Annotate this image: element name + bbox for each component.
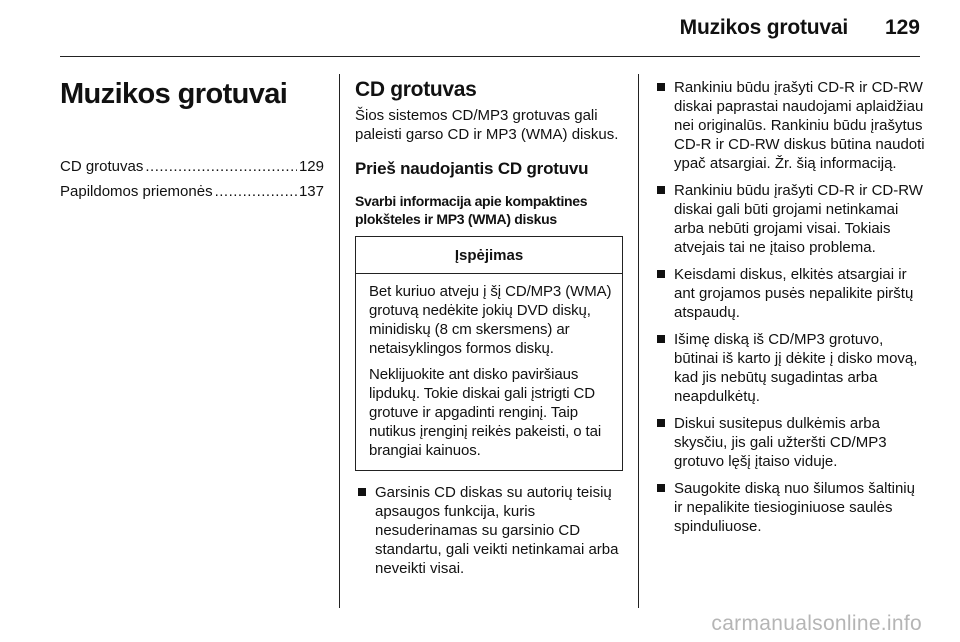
warning-body [356,274,622,470]
section-title: CD grotuvas [355,78,477,101]
toc-entry-page: 137 [298,183,324,200]
column-divider-1 [339,74,340,608]
important-note-heading: Svarbi informacija apie kompaktines plokšteles ir MP3 (WMA) diskus [355,193,588,227]
list-item-text: Garsinis CD diskas su autorių teisių apsaugos funkcija, kuris nesuderinamas su garsinio CD standartu, gali veikti netinkamai arba neveikti visai. [375,484,619,577]
square-bullet-icon [657,419,665,427]
toc-entry-page: 129 [298,158,324,175]
column-middle [355,78,623,586]
warning-paragraph: Bet kuriuo atveju į šį CD/MP3 (WMA) grotuvą nedėkite jokių DVD diskų, minidiskų (8 cm skersmens) ar netaisyklingos formos diskų. [369,283,612,357]
list-item-text: Saugokite diską nuo šilumos šaltinių ir nepalikite tiesioginiuose saulės spinduliuose. [674,480,915,535]
square-bullet-icon [657,186,665,194]
section-intro: Šios sistemos CD/MP3 grotuvas gali paleisti garso CD ir MP3 (WMA) diskus. [355,107,619,143]
list-item [654,479,926,536]
warning-box [355,236,623,471]
list-item [654,78,926,173]
toc-entry-papildomos-priemones[interactable] [60,179,324,204]
header-divider [60,56,920,57]
square-bullet-icon [657,270,665,278]
square-bullet-icon [657,484,665,492]
column-left [60,78,324,204]
list-item [654,265,926,322]
bullet-list-right [654,78,926,536]
list-item [654,414,926,471]
toc-leader-dots [145,154,297,179]
site-watermark: carmanualsonline.info [711,612,922,635]
list-item-text: Keisdami diskus, elkitės atsargiai ir ant grojamos pusės nepalikite pirštų atspaudų. [674,266,914,321]
list-item-text: Rankiniu būdu įrašyti CD-R ir CD-RW diskai paprastai naudojami aplaidžiau nei originalūs. Rankiniu būdu įrašytus CD-R ir CD-RW diskus būtina naudoti ypač atsargiai. Žr. šią informaciją. [674,79,925,172]
running-header-title: Muzikos grotuvai [679,16,848,39]
page-number: 129 [884,16,920,39]
square-bullet-icon [657,335,665,343]
toc-entry-label: Papildomos priemonės [60,183,213,200]
square-bullet-icon [358,488,366,496]
list-item-text: Išimę diską iš CD/MP3 grotuvo, būtinai iš karto jį dėkite į disko movą, kad jis nebūtų sugadintas arba neapdulkėtų. [674,331,918,405]
chapter-title: Muzikos grotuvai [60,78,288,110]
list-item [654,181,926,257]
subsection-title: Prieš naudojantis CD grotuvu [355,159,589,178]
list-item [355,483,623,578]
list-item-text: Diskui susitepus dulkėmis arba skysčiu, jis gali užteršti CD/MP3 grotuvo lęšį įtaiso viduje. [674,415,887,470]
toc-entry-label: CD grotuvas [60,158,144,175]
warning-title: Įspėjimas [356,237,622,274]
list-item [654,330,926,406]
column-divider-2 [638,74,639,608]
bullet-list-middle [355,483,623,578]
toc-entry-cd-grotuvas[interactable] [60,154,324,179]
square-bullet-icon [657,83,665,91]
table-of-contents [60,154,324,204]
list-item-text: Rankiniu būdu įrašyti CD-R ir CD-RW diskai gali būti grojami netinkamai arba nebūti grojami visai. Tokiais atvejais tai ne įtaiso problema. [674,182,923,256]
toc-leader-dots [215,179,297,204]
warning-paragraph: Neklijuokite ant disko paviršiaus lipdukų. Tokie diskai gali įstrigti CD grotuve ir apgadinti renginį. Taip nutikus įrenginį reikės pakeisti, o tai brangiai kainuos. [369,366,602,459]
column-right [654,78,926,544]
